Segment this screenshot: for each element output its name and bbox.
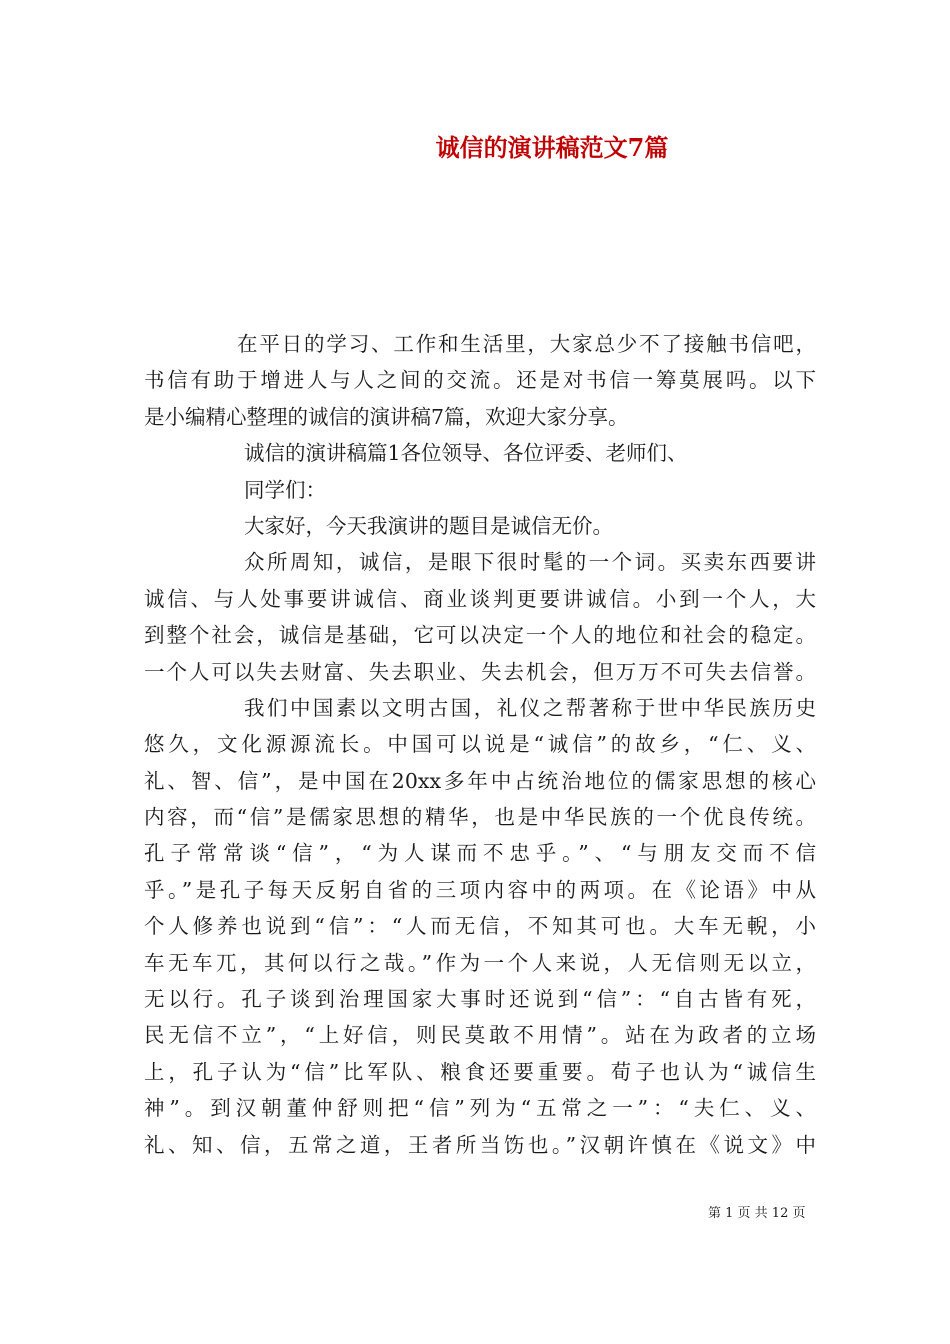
body-line: 悠久，文化源源流长。中国可以说是“诚信”的故乡，“仁、义、 — [144, 732, 816, 757]
body-line: 在平日的学习、工作和生活里，大家总少不了接触书信吧， — [237, 332, 816, 356]
body-line: 民无信不立”，“上好信，则民莫敢不用情”。站在为政者的立场 — [144, 1023, 816, 1048]
body-line: 乎。”是孔子每天反躬自省的三项内容中的两项。在《论语》中从 — [144, 877, 816, 902]
body-line: 个人修养也说到“信”：“人而无信，不知其可也。大车无輗，小 — [144, 914, 816, 939]
body-line: 是小编精心整理的诚信的演讲稿7篇，欢迎大家分享。 — [144, 404, 629, 429]
body-line: 车无车兀，其何以行之哉。”作为一个人来说，人无信则无以立， — [144, 950, 816, 975]
body-line: 书信有助于增进人与人之间的交流。还是对书信一筹莫展吗。以下 — [144, 368, 816, 393]
body-line: 诚信的演讲稿篇1各位领导、各位评委、老师们、 — [244, 441, 688, 466]
body-line: 礼、知、信，五常之道，王者所当饬也。”汉朝许慎在《说文》中 — [144, 1132, 816, 1157]
body-line: 内容，而“信”是儒家思想的精华，也是中华民族的一个优良传统。 — [144, 805, 816, 830]
body-line: 到整个社会，诚信是基础，它可以决定一个人的地位和社会的稳定。 — [144, 623, 816, 648]
body-line: 神”。到汉朝董仲舒则把“信”列为“五常之一”：“夫仁、义、 — [144, 1096, 816, 1121]
body-line: 无以行。孔子谈到治理国家大事时还说到“信”：“自古皆有死， — [144, 987, 816, 1012]
document-body — [144, 326, 816, 1163]
body-line: 我们中国素以文明古国，礼仪之帮著称于世中华民族历史 — [244, 695, 816, 720]
body-line: 诚信、与人处事要讲诚信、商业谈判更要讲诚信。小到一个人，大 — [144, 586, 816, 611]
body-line: 同学们： — [244, 477, 326, 502]
document-title: 诚信的演讲稿范文7篇 — [435, 133, 669, 162]
body-line: 孔子常常谈“信”，“为人谋而不忠乎。”、“与朋友交而不信 — [144, 841, 816, 866]
body-line: 众所周知，诚信，是眼下很时髦的一个词。买卖东西要讲 — [244, 550, 816, 575]
body-line: 大家好，今天我演讲的题目是诚信无价。 — [244, 513, 613, 538]
page-number: 第 1 页 共 12 页 — [708, 1206, 806, 1221]
body-line: 一个人可以失去财富、失去职业、失去机会，但万万不可失去信誉。 — [144, 659, 816, 684]
body-line: 礼、智、信”，是中国在20xx多年中占统治地位的儒家思想的核心 — [144, 768, 816, 793]
body-line: 上，孔子认为“信”比军队、粮食还要重要。荀子也认为“诚信生 — [144, 1059, 816, 1084]
